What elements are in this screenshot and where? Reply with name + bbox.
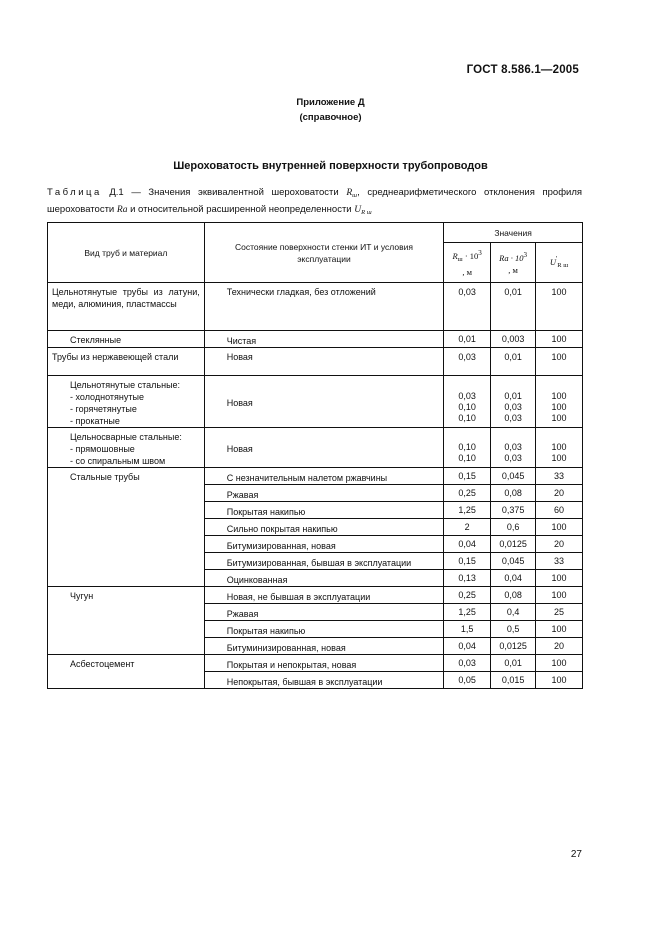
value-line: 0,5 <box>506 623 520 634</box>
value-cell-r <box>444 348 491 376</box>
value-line: 100 <box>551 453 567 463</box>
value-line: 0,13 <box>458 572 476 583</box>
value-cell-r <box>444 655 491 672</box>
roughness-table <box>47 222 583 689</box>
value-line: 1,25 <box>458 606 476 617</box>
value-line: 0,015 <box>501 674 525 685</box>
value-line: 0,03 <box>504 402 522 412</box>
value-cell-u <box>536 536 583 553</box>
value-cell-u <box>536 468 583 485</box>
value-cell-ra <box>491 672 536 689</box>
value-line: 0,10 <box>458 453 476 463</box>
value-cell-ra <box>491 485 536 502</box>
value-cell-r <box>444 519 491 536</box>
value-cell-u <box>536 376 583 428</box>
value-line: 1,5 <box>460 623 474 634</box>
page-number: 27 <box>570 849 582 860</box>
value-cell-r <box>444 672 491 689</box>
value-line: 0,01 <box>504 352 522 362</box>
material-line: - прямошовные <box>70 444 135 454</box>
value-line: 100 <box>551 572 567 583</box>
value-cell-ra <box>491 621 536 638</box>
material-line: Асбестоцемент <box>70 659 135 669</box>
value-line: 0,375 <box>501 504 525 515</box>
value-cell-ra <box>491 638 536 655</box>
value-cell-ra <box>491 519 536 536</box>
material-line: Стальные трубы <box>70 472 140 482</box>
value-line: 0,03 <box>458 391 476 401</box>
value-cell-ra <box>491 502 536 519</box>
material-cell <box>48 376 205 428</box>
material-line: Цельносварные стальные: <box>70 432 182 442</box>
value-line: 33 <box>554 555 565 566</box>
value-cell-u <box>536 655 583 672</box>
condition-cell: Покрытая накипью <box>204 621 443 638</box>
value-line: 0,25 <box>458 589 476 600</box>
value-line: 100 <box>551 442 567 452</box>
value-line: 0,003 <box>501 333 525 344</box>
table-row <box>48 376 583 428</box>
value-line: 0,0125 <box>499 640 527 651</box>
table-row <box>48 428 583 468</box>
value-line: 100 <box>551 657 567 668</box>
value-cell-u <box>536 502 583 519</box>
table-row <box>48 283 583 331</box>
value-cell-u <box>536 672 583 689</box>
caption-text-3: и относительной расширенной неопределенности <box>130 203 352 215</box>
value-line: 0,04 <box>458 538 476 549</box>
value-line: 100 <box>551 287 567 297</box>
condition-cell: Ржавая <box>204 485 443 502</box>
value-cell-u <box>536 331 583 348</box>
appendix-heading <box>0 95 661 125</box>
value-cell-u <box>536 485 583 502</box>
header-r-sh: $R_ш \cdot 10^3$ , м <box>444 243 491 283</box>
material-cell <box>48 655 205 689</box>
value-line: 100 <box>551 589 567 600</box>
value-line: 0,4 <box>506 606 520 617</box>
value-cell-r <box>444 331 491 348</box>
value-cell-r <box>444 638 491 655</box>
material-line: Цельнотянутые стальные: <box>70 380 181 390</box>
value-line: 0,10 <box>458 413 476 423</box>
header-material: Вид труб и материал <box>48 223 205 283</box>
value-line: 33 <box>554 470 565 481</box>
material-cell <box>48 283 205 331</box>
table-row <box>48 468 583 485</box>
value-cell-ra <box>491 570 536 587</box>
value-line: 0,045 <box>501 555 525 566</box>
value-cell-r <box>444 283 491 331</box>
value-line: 0,0125 <box>499 538 527 549</box>
material-line: Чугун <box>70 591 94 601</box>
value-line: 0,08 <box>504 487 522 498</box>
value-cell-u <box>536 283 583 331</box>
caption-symbol-u: $U_{R ш}$ <box>354 204 372 216</box>
value-line: 0,03 <box>458 352 476 362</box>
value-line: 0,08 <box>504 589 522 600</box>
value-cell-r <box>444 570 491 587</box>
value-cell-u <box>536 604 583 621</box>
value-line: 0,01 <box>504 657 522 668</box>
value-line: 0,15 <box>458 470 476 481</box>
value-cell-u <box>536 570 583 587</box>
condition-cell: Битуминизированная, новая <box>204 638 443 655</box>
appendix-title: Приложение Д <box>296 97 365 108</box>
material-line: Стеклянные <box>70 335 122 345</box>
value-cell-u <box>536 519 583 536</box>
material-line: Трубы из нержавеющей стали <box>52 352 179 362</box>
value-line: 0,15 <box>458 555 476 566</box>
value-cell-r <box>444 536 491 553</box>
condition-cell: Битумизированная, новая <box>204 536 443 553</box>
value-line: 0,6 <box>506 521 520 532</box>
value-line: 0,01 <box>504 391 522 401</box>
value-line: 0,03 <box>504 413 522 423</box>
value-cell-r <box>444 621 491 638</box>
value-line: 20 <box>554 487 565 498</box>
value-line: 20 <box>554 640 565 651</box>
value-line: 2 <box>464 521 470 532</box>
value-cell-ra <box>491 553 536 570</box>
value-cell-r <box>444 376 491 428</box>
value-line: 0,25 <box>458 487 476 498</box>
value-cell-u <box>536 638 583 655</box>
value-line: 20 <box>554 538 565 549</box>
value-cell-r <box>444 604 491 621</box>
header-ra: $Ra \cdot 10^3$ , м <box>491 243 536 283</box>
caption-symbol-r: $R_ш$ <box>346 188 358 199</box>
value-line: 100 <box>551 391 567 401</box>
value-line: 100 <box>551 413 567 423</box>
value-line: 0,10 <box>458 442 476 452</box>
value-cell-u <box>536 348 583 376</box>
material-line: - прокатные <box>70 416 120 426</box>
value-line: 100 <box>551 623 567 634</box>
value-cell-r <box>444 587 491 604</box>
standard-number: ГОСТ 8.586.1—2005 <box>466 64 579 76</box>
value-line: 0,03 <box>458 657 476 668</box>
value-line: 100 <box>551 333 567 344</box>
condition-cell: Новая <box>204 348 443 376</box>
condition-cell: Битумизированная, бывшая в эксплуатации <box>204 553 443 570</box>
condition-cell: Технически гладкая, без отложений <box>204 283 443 331</box>
value-line: 0,04 <box>504 572 522 583</box>
value-line: 100 <box>551 674 567 685</box>
value-line: 0,01 <box>458 333 476 344</box>
table-row <box>48 348 583 376</box>
material-cell <box>48 468 205 587</box>
value-line: 100 <box>551 352 567 362</box>
condition-cell: Оцинкованная <box>204 570 443 587</box>
header-condition: Состояние поверхности стенки ИТ и условия эксплуатации <box>204 223 443 283</box>
caption-number: Д.1 <box>109 187 124 198</box>
material-line: - со спиральным швом <box>70 456 166 466</box>
table-body <box>48 283 583 689</box>
value-line: 0,04 <box>458 640 476 651</box>
value-cell-ra <box>491 468 536 485</box>
value-line: 1,25 <box>458 504 476 515</box>
value-line: 25 <box>554 606 565 617</box>
appendix-subtitle: (справочное) <box>299 112 362 123</box>
condition-cell: Ржавая <box>204 604 443 621</box>
value-line: 0,03 <box>504 442 522 452</box>
material-line: - холоднотянутые <box>70 392 144 402</box>
value-cell-r <box>444 485 491 502</box>
value-cell-r <box>444 428 491 468</box>
value-cell-ra <box>491 587 536 604</box>
value-cell-ra <box>491 331 536 348</box>
value-line: 100 <box>551 402 567 412</box>
value-cell-ra <box>491 428 536 468</box>
value-cell-ra <box>491 376 536 428</box>
value-line: 0,05 <box>458 674 476 685</box>
value-line: 0,01 <box>504 287 522 297</box>
condition-cell: Покрытая накипью <box>204 502 443 519</box>
value-line: 0,10 <box>458 402 476 412</box>
value-line: 0,045 <box>501 470 525 481</box>
value-cell-ra <box>491 604 536 621</box>
condition-cell: Новая, не бывшая в эксплуатации <box>204 587 443 604</box>
value-cell-u <box>536 587 583 604</box>
value-line: 0,03 <box>504 453 522 463</box>
condition-cell: Покрытая и непокрытая, новая <box>204 655 443 672</box>
table-row <box>48 587 583 604</box>
material-cell <box>48 428 205 468</box>
value-cell-ra <box>491 655 536 672</box>
material-cell <box>48 348 205 376</box>
condition-cell: С незначительным налетом ржавчины <box>204 468 443 485</box>
header-values: Значения <box>444 223 583 243</box>
value-cell-r <box>444 502 491 519</box>
value-cell-r <box>444 553 491 570</box>
value-line: 60 <box>554 504 565 515</box>
condition-cell: Новая <box>204 428 443 468</box>
value-cell-r <box>444 468 491 485</box>
value-line: 100 <box>551 521 567 532</box>
condition-cell: Сильно покрытая накипью <box>204 519 443 536</box>
condition-cell: Новая <box>204 376 443 428</box>
caption-symbol-ra: Ra <box>116 204 128 215</box>
section-title: Шероховатость внутренней поверхности трубопроводов <box>173 160 488 172</box>
table-row <box>48 655 583 672</box>
value-cell-u <box>536 428 583 468</box>
value-cell-u <box>536 621 583 638</box>
value-line: 0,03 <box>458 287 476 297</box>
caption-label: Таблица <box>47 187 102 198</box>
material-cell <box>48 587 205 655</box>
material-line: Цельнотянутые трубы из латуни, меди, алюминия, пластмассы <box>52 287 200 309</box>
header-u: $U'_{R ш}$ <box>536 243 583 283</box>
value-cell-u <box>536 553 583 570</box>
material-line: - горячетянутые <box>70 404 137 414</box>
value-cell-ra <box>491 536 536 553</box>
material-cell <box>48 331 205 348</box>
caption-text-2: , среднеарифметического отклонения профиля шероховатости <box>47 187 583 215</box>
condition-cell: Непокрытая, бывшая в эксплуатации <box>204 672 443 689</box>
table-row <box>48 331 583 348</box>
condition-cell: Чистая <box>204 331 443 348</box>
value-cell-ra <box>491 348 536 376</box>
caption-text-1: — Значения эквивалентной шероховатости <box>131 187 339 198</box>
table-caption <box>47 186 582 219</box>
value-cell-ra <box>491 283 536 331</box>
